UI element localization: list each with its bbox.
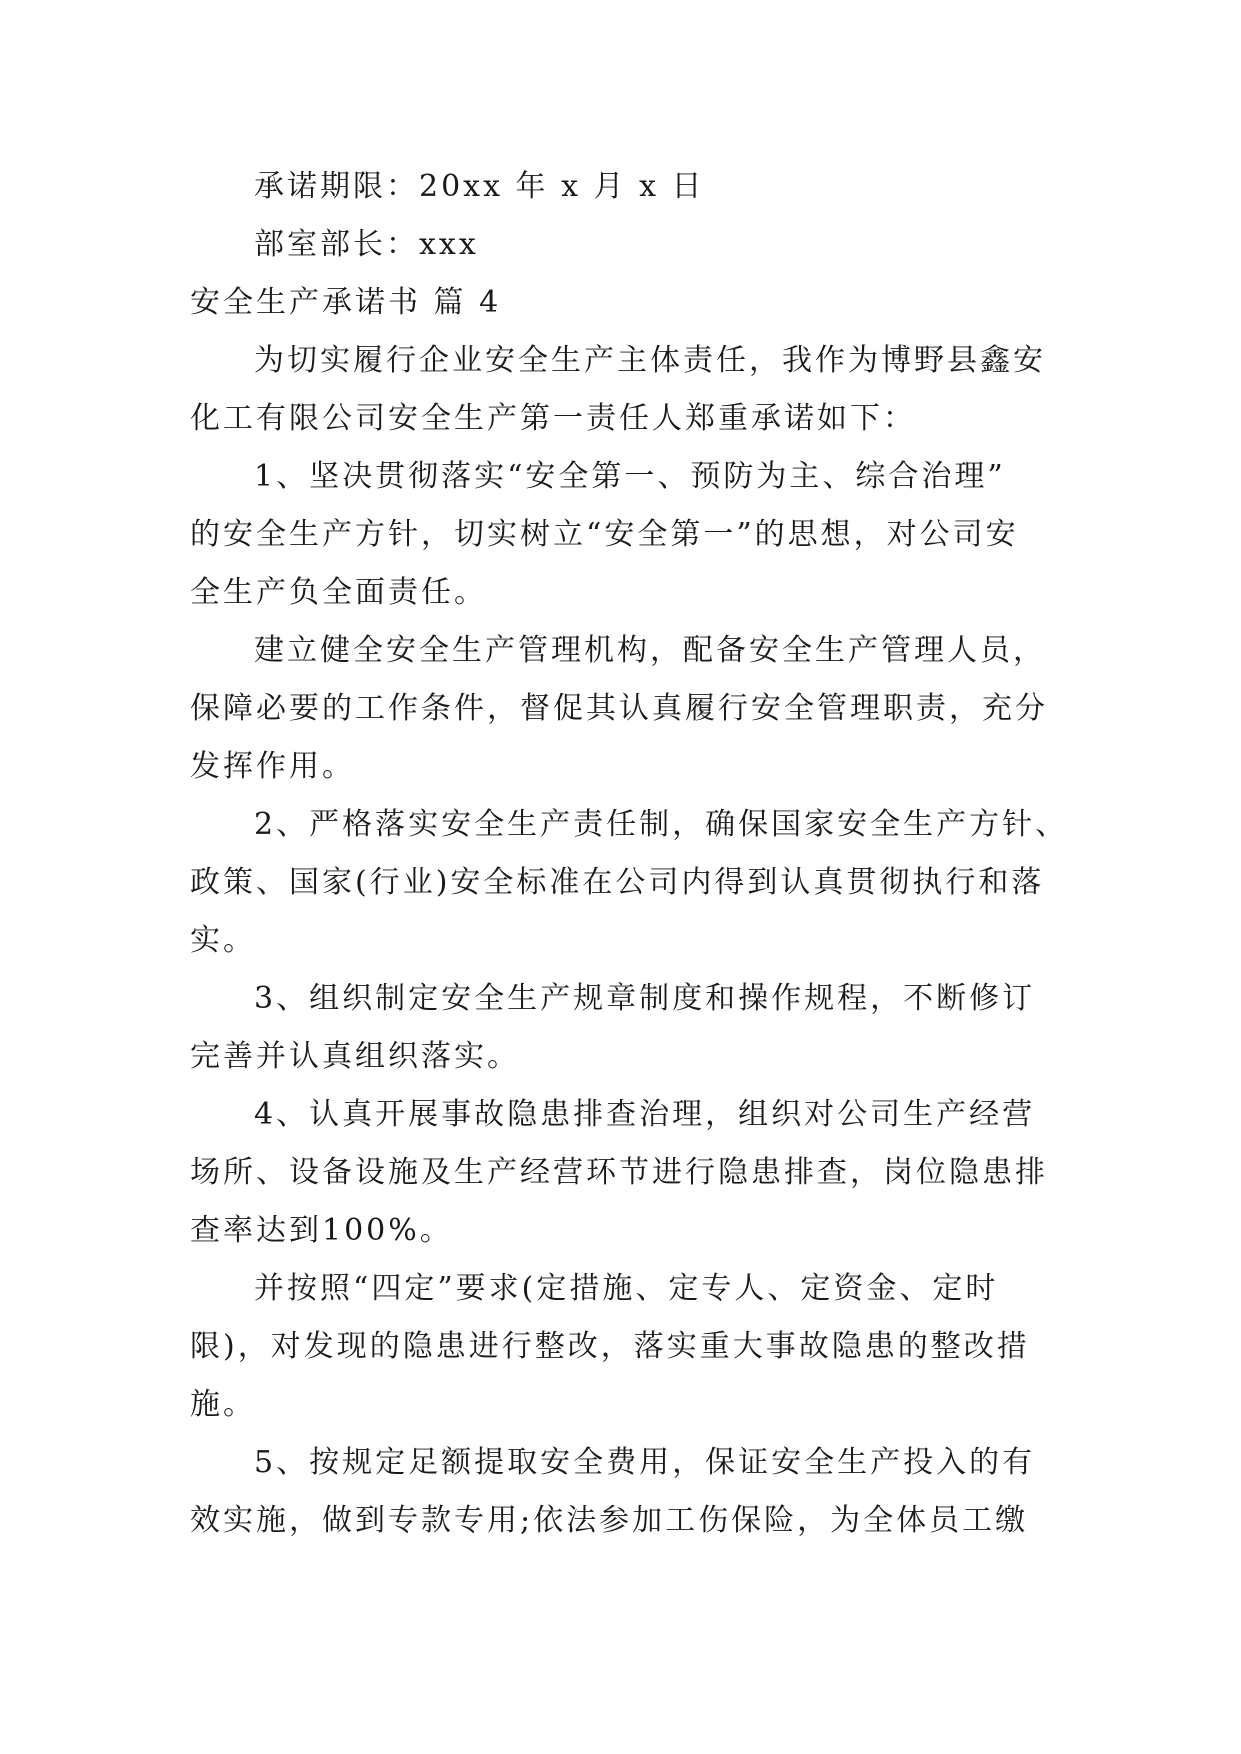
paragraph-line: 1、坚决贯彻落实“安全第一、预防为主、综合治理” <box>254 459 1006 494</box>
paragraph-line: 3、组织制定安全生产规章制度和操作规程，不断修订 <box>254 981 1036 1016</box>
commitment-period: 承诺期限：20xx 年 x 月 x 日 <box>254 169 705 204</box>
paragraph-line: 完善并认真组织落实。 <box>190 1039 520 1074</box>
paragraph <box>190 332 1050 448</box>
paragraph-line: 化工有限公司安全生产第一责任人郑重承诺如下： <box>190 401 916 436</box>
paragraph <box>190 622 1050 796</box>
section-title: 安全生产承诺书 篇 4 <box>190 285 502 320</box>
paragraph-line: 5、按规定足额提取安全费用，保证安全生产投入的有 <box>254 1445 1036 1480</box>
paragraph-line: 4、认真开展事故隐患排查治理，组织对公司生产经营 <box>254 1097 1036 1132</box>
paragraph-line: 限)，对发现的隐患进行整改，落实重大事故隐患的整改措 <box>190 1329 1030 1364</box>
paragraph <box>190 970 1050 1086</box>
paragraph <box>190 1086 1050 1260</box>
paragraph-line: 场所、设备设施及生产经营环节进行隐患排查，岗位隐患排 <box>190 1155 1048 1190</box>
paragraph-line: 查率达到100%。 <box>190 1213 453 1248</box>
paragraph-line: 建立健全安全生产管理机构，配备安全生产管理人员， <box>254 633 1046 668</box>
paragraph-line: 保障必要的工作条件，督促其认真履行安全管理职责，充分 <box>190 691 1048 726</box>
paragraph <box>190 1434 1050 1550</box>
paragraph-line: 为切实履行企业安全生产主体责任，我作为博野县鑫安 <box>254 343 1046 378</box>
document-body <box>190 158 1069 1550</box>
paragraph <box>190 796 1069 970</box>
department-head: 部室部长：xxx <box>254 227 479 262</box>
paragraph-line: 的安全生产方针，切实树立“安全第一”的思想，对公司安 <box>190 517 1019 552</box>
paragraph-line: 效实施，做到专款专用;依法参加工伤保险，为全体员工缴 <box>190 1503 1029 1538</box>
paragraph-line: 施。 <box>190 1387 256 1422</box>
paragraph <box>190 448 1050 622</box>
paragraph-line: 并按照“四定”要求(定措施、定专人、定资金、定时 <box>254 1271 999 1306</box>
paragraph-line: 实。 <box>190 923 256 958</box>
paragraph-line: 全生产负全面责任。 <box>190 575 487 610</box>
paragraph-line: 政策、国家(行业)安全标准在公司内得到认真贯彻执行和落 <box>190 865 1045 900</box>
paragraph <box>190 1260 1050 1434</box>
paragraph-line: 发挥作用。 <box>190 749 355 784</box>
paragraph-line: 2、严格落实安全生产责任制，确保国家安全生产方针、 <box>254 807 1069 842</box>
